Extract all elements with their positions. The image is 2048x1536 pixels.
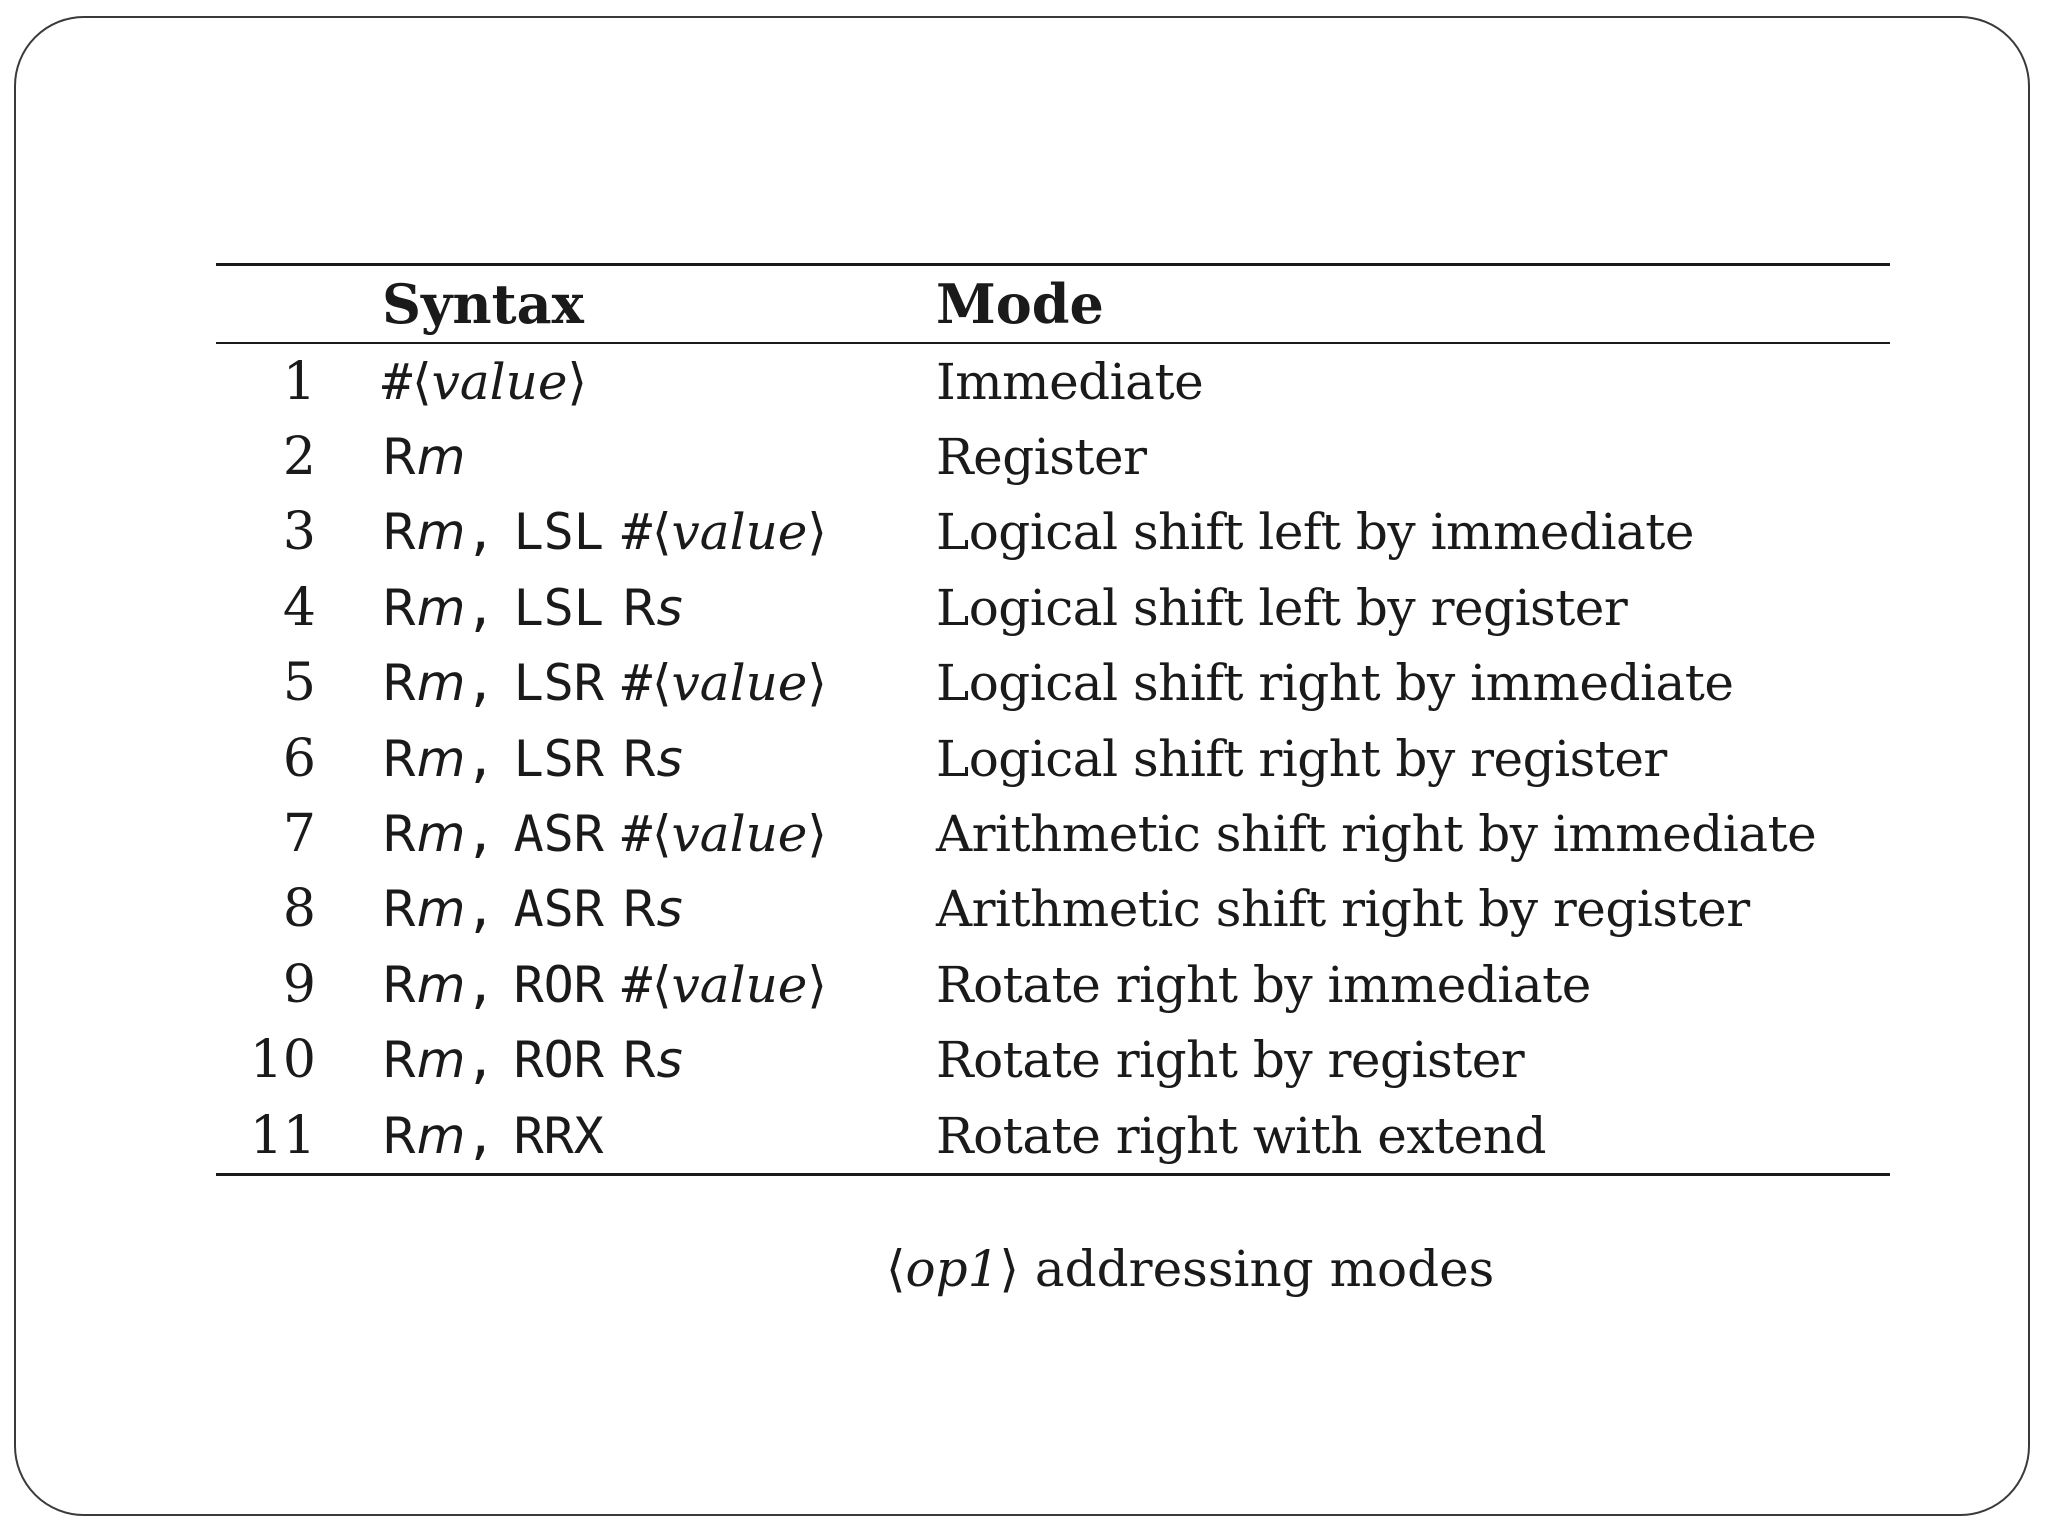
row-mode: Logical shift left by register (936, 578, 1628, 637)
syntax-shift-op: LSR (513, 654, 604, 713)
register-suffix: m (416, 805, 466, 864)
syntax-comma: , (465, 880, 496, 939)
syntax-rs-register (622, 880, 683, 938)
syntax-hash: # (621, 805, 652, 864)
syntax-open-angle: ⟨ (652, 503, 672, 562)
row-mode: Rotate right by register (936, 1031, 1525, 1090)
caption-close-angle: ⟩ (999, 1240, 1019, 1298)
register-suffix: s (656, 578, 683, 637)
syntax-rm-register (382, 805, 465, 863)
register-suffix: m (416, 578, 466, 637)
register-letter: R (382, 880, 417, 939)
syntax-rs-register (622, 579, 683, 637)
syntax-comma: , (465, 578, 496, 637)
table-row (216, 1098, 1890, 1173)
table-row (216, 721, 1890, 796)
row-number: 1 (282, 351, 316, 412)
syntax-value-word: value (431, 352, 568, 411)
register-suffix: m (416, 503, 466, 562)
row-mode: Arithmetic shift right by register (936, 880, 1750, 939)
header-number (216, 266, 316, 342)
row-number: 2 (282, 427, 316, 488)
row-syntax (382, 646, 827, 721)
syntax-hash: # (621, 503, 652, 562)
register-letter: R (621, 729, 657, 788)
syntax-shift-op: ASR (513, 805, 604, 864)
row-mode: Arithmetic shift right by immediate (936, 805, 1817, 864)
syntax-shift-op: LSL (513, 503, 604, 562)
row-mode: Logical shift right by register (936, 729, 1667, 788)
row-syntax (382, 947, 827, 1022)
register-suffix: s (656, 880, 683, 939)
row-number: 3 (282, 502, 316, 563)
row-syntax (382, 721, 683, 796)
syntax-shift-op: LSL (513, 578, 604, 637)
syntax-rm-register (382, 654, 465, 712)
syntax-shift-op: ASR (513, 880, 604, 939)
syntax-value-word: value (671, 654, 808, 713)
register-letter: R (382, 805, 417, 864)
syntax-open-angle: ⟨ (652, 654, 672, 713)
register-suffix: m (416, 654, 466, 713)
syntax-shift-op: LSR (513, 729, 604, 788)
table-row (216, 495, 1890, 570)
syntax-value-word: value (671, 955, 808, 1014)
syntax-rm-register (382, 730, 465, 788)
register-suffix: m (416, 1106, 466, 1165)
syntax-rs-register (622, 730, 683, 788)
register-letter: R (382, 654, 417, 713)
syntax-value-word: value (671, 503, 808, 562)
row-syntax (382, 495, 827, 570)
row-number: 9 (282, 954, 316, 1015)
syntax-shift-op: ROR (513, 955, 604, 1014)
syntax-open-angle: ⟨ (412, 352, 432, 411)
syntax-comma: , (465, 955, 496, 1014)
row-syntax (382, 1098, 622, 1173)
row-syntax (382, 419, 465, 494)
register-letter: R (621, 1031, 657, 1090)
table-header-row (216, 266, 1890, 342)
register-suffix: m (416, 428, 466, 487)
table-row (216, 872, 1890, 947)
syntax-shift-op: RRX (513, 1106, 604, 1165)
syntax-comma: , (465, 654, 496, 713)
syntax-rm-register (382, 428, 465, 486)
table-body (216, 344, 1890, 1173)
row-number: 5 (282, 653, 316, 714)
register-letter: R (382, 428, 417, 487)
register-suffix: s (656, 1031, 683, 1090)
row-number: 8 (282, 879, 316, 940)
row-syntax (382, 570, 683, 645)
table-row (216, 646, 1890, 721)
syntax-comma: , (465, 805, 496, 864)
syntax-close-angle: ⟩ (807, 503, 827, 562)
syntax-hash: # (621, 654, 652, 713)
row-syntax (382, 796, 827, 871)
syntax-close-angle: ⟩ (807, 955, 827, 1014)
row-mode: Rotate right with extend (936, 1106, 1546, 1165)
register-letter: R (382, 729, 417, 788)
register-letter: R (382, 1106, 417, 1165)
row-number: 7 (282, 804, 316, 865)
register-suffix: m (416, 729, 466, 788)
row-number: 10 (249, 1030, 316, 1091)
syntax-close-angle: ⟩ (807, 805, 827, 864)
table-caption (886, 1240, 1494, 1298)
register-letter: R (621, 880, 657, 939)
table-row (216, 1023, 1890, 1098)
row-mode: Register (936, 428, 1147, 487)
syntax-rm-register (382, 956, 465, 1014)
register-letter: R (382, 503, 417, 562)
register-letter: R (382, 955, 417, 1014)
syntax-comma: , (465, 1106, 496, 1165)
syntax-value-word: value (671, 805, 808, 864)
syntax-hash: # (621, 955, 652, 1014)
table-row (216, 419, 1890, 494)
register-letter: R (621, 578, 657, 637)
syntax-open-angle: ⟨ (652, 955, 672, 1014)
table-row (216, 796, 1890, 871)
row-mode: Immediate (936, 352, 1204, 411)
row-number: 11 (249, 1105, 316, 1166)
header-mode: Mode (936, 272, 1104, 336)
syntax-comma: , (465, 1031, 496, 1090)
row-syntax (382, 872, 683, 947)
syntax-rm-register (382, 503, 465, 561)
register-letter: R (382, 578, 417, 637)
row-syntax (382, 1023, 683, 1098)
syntax-rm-register (382, 1031, 465, 1089)
addressing-modes-table (216, 263, 1890, 1176)
syntax-rm-register (382, 1107, 465, 1165)
register-suffix: s (656, 729, 683, 788)
row-mode: Rotate right by immediate (936, 955, 1591, 1014)
syntax-comma: , (465, 503, 496, 562)
syntax-open-angle: ⟨ (652, 805, 672, 864)
table-bottom-rule (216, 1173, 1890, 1176)
syntax-comma: , (465, 729, 496, 788)
row-mode: Logical shift left by immediate (936, 503, 1694, 562)
syntax-rs-register (622, 1031, 683, 1089)
syntax-close-angle: ⟩ (567, 352, 587, 411)
header-syntax: Syntax (382, 272, 584, 336)
syntax-rm-register (382, 880, 465, 938)
caption-term: op1 (905, 1240, 1000, 1298)
register-letter: R (382, 1031, 417, 1090)
table-row (216, 947, 1890, 1022)
row-number: 6 (282, 728, 316, 789)
register-suffix: m (416, 880, 466, 939)
syntax-rm-register (382, 579, 465, 637)
row-mode: Logical shift right by immediate (936, 654, 1734, 713)
table-row (216, 344, 1890, 419)
syntax-hash: # (382, 352, 413, 411)
register-suffix: m (416, 1031, 466, 1090)
register-suffix: m (416, 955, 466, 1014)
caption-open-angle: ⟨ (886, 1240, 906, 1298)
caption-text: addressing modes (1018, 1240, 1495, 1298)
row-number: 4 (282, 577, 316, 638)
syntax-shift-op: ROR (513, 1031, 604, 1090)
table-row (216, 570, 1890, 645)
syntax-close-angle: ⟩ (807, 654, 827, 713)
row-syntax (382, 344, 587, 419)
